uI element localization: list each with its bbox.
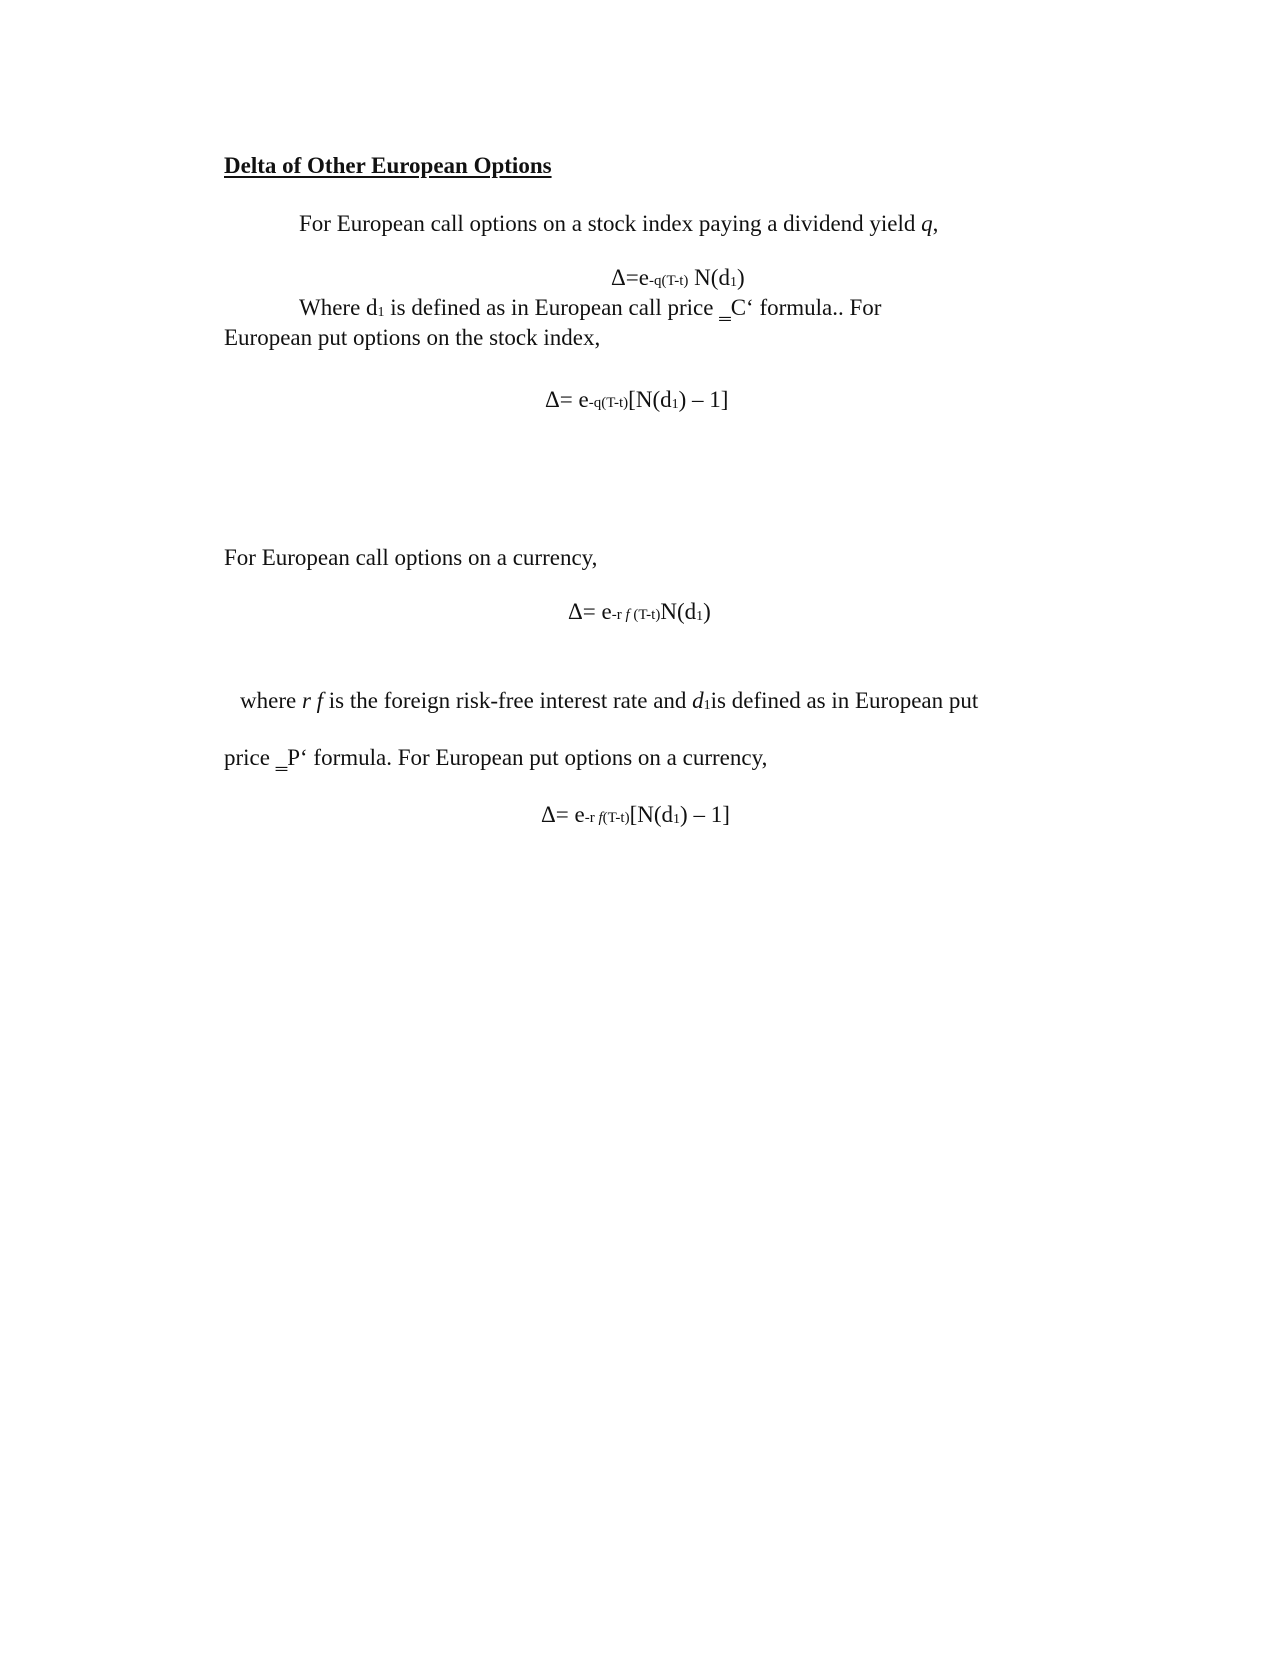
formula-put-currency	[541, 801, 730, 834]
paragraph-text: is defined as in European call price ‗C‘ formula.. For	[384, 295, 882, 320]
d1-subscript: 1	[703, 698, 711, 713]
paragraph-punctuation: ,	[932, 211, 939, 236]
formula-exponent: -q(T-t)	[588, 395, 629, 411]
paragraph-where-d1-line1	[299, 294, 881, 327]
formula-mid: [N(d	[629, 802, 674, 827]
dividend-yield-variable: q	[921, 211, 933, 236]
paragraph-where-d1-line2: European put options on the stock index,	[224, 325, 601, 350]
formula-lhs: Δ= e	[541, 802, 585, 827]
formula-mid: N(d	[688, 265, 730, 290]
formula-lhs: Δ=e	[611, 265, 649, 290]
formula-rhs: )	[703, 599, 711, 624]
formula-rhs: ) – 1]	[678, 387, 729, 412]
exponent-f: f	[598, 810, 603, 826]
d1-subscript: 1	[377, 305, 385, 320]
formula-exponent	[612, 607, 661, 623]
section-heading: Delta of Other European Options	[224, 153, 552, 178]
formula-exponent: -q(T-t)	[648, 273, 689, 289]
paragraph-text: is defined as in European put	[710, 688, 979, 713]
paragraph-text: is the foreign risk-free interest rate and	[323, 688, 693, 713]
paragraph-where-rf-line1	[240, 687, 978, 720]
paragraph-where-rf-line2: price ‗P‘ formula. For European put options on a currency,	[224, 745, 768, 770]
formula-call-stock-index	[611, 264, 745, 297]
formula-rhs: )	[736, 265, 745, 290]
formula-call-currency	[568, 598, 711, 631]
rf-variable: r f	[301, 688, 324, 713]
formula-lhs: Δ= e	[568, 599, 612, 624]
formula-mid: [N(d	[628, 387, 672, 412]
formula-rhs: ) – 1]	[680, 802, 730, 827]
formula-lhs: Δ= e	[545, 387, 589, 412]
formula-subscript: 1	[673, 812, 681, 827]
paragraph-text: Where d	[299, 295, 378, 320]
exponent-part: -r	[584, 810, 599, 826]
formula-subscript: 1	[671, 397, 679, 412]
formula-exponent	[585, 810, 630, 826]
d-variable: d	[692, 688, 704, 713]
exponent-f: f	[625, 607, 630, 623]
paragraph-currency-call: For European call options on a currency,	[224, 545, 598, 570]
formula-mid: N(d	[660, 599, 697, 624]
formula-subscript: 1	[696, 609, 704, 624]
exponent-part: -r	[611, 607, 626, 623]
formula-put-stock-index	[545, 386, 728, 419]
paragraph-text: where	[240, 688, 302, 713]
paragraph-text: For European call options on a stock index paying a dividend yield	[299, 211, 922, 236]
exponent-part: (T-t)	[629, 607, 661, 623]
formula-subscript: 1	[729, 275, 737, 290]
exponent-part: (T-t)	[602, 810, 630, 826]
paragraph-stock-index-call	[299, 210, 938, 238]
